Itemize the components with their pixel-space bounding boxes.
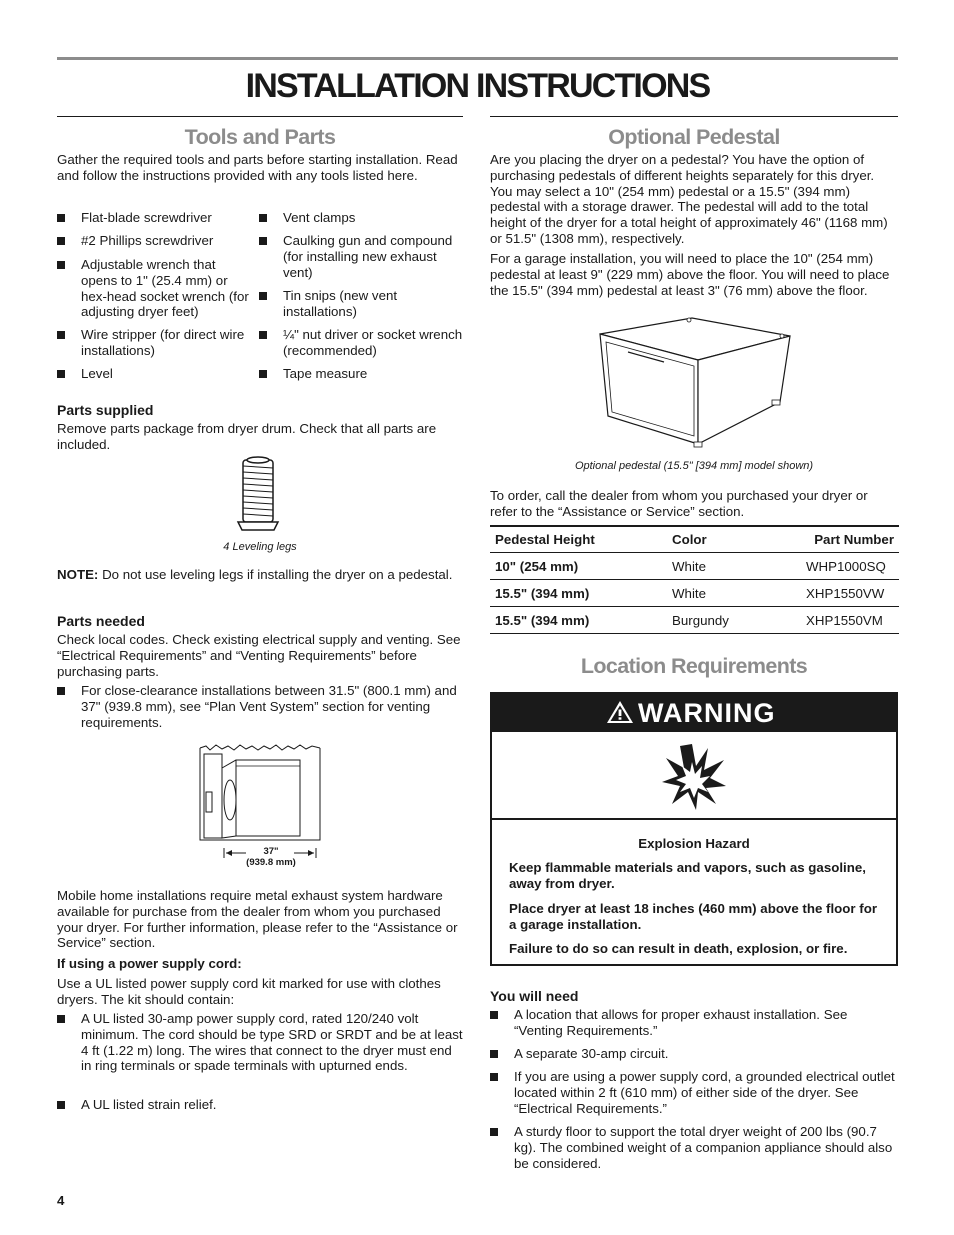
tools-section-title: Tools and Parts	[184, 125, 336, 149]
pedestal-table	[490, 525, 899, 634]
leveling-leg-illustration	[236, 456, 280, 534]
table-cell: 15.5" (394 mm)	[490, 580, 667, 607]
table-row	[490, 553, 899, 580]
pedestal-order-text: To order, call the dealer from whom you purchased your dryer or refer to the “Assistance or Service” section.	[490, 488, 868, 519]
clearance-dimension-label: 37" (939.8 mm)	[246, 846, 296, 868]
pedestal-intro: Are you placing the dryer on a pedestal? You have the option of purchasing pedestals of different heights separately for this dryer. You may select a 10" (254 mm) pedestal or a 15.5" (394 mm) pedestal with a storage drawer. The pedestal will add to the total height of the dryer for a total height of approximately 46" (1168 mm) or 51.5" (1308 mm), respectively.	[490, 152, 888, 246]
hazard-line: Failure to do so can result in death, explosion, or fire.	[509, 941, 848, 956]
table-cell: Burgundy	[667, 607, 801, 634]
parts-needed-heading: Parts needed	[57, 613, 145, 629]
you-will-need-heading: You will need	[490, 988, 579, 1004]
pedestal-caption: Optional pedestal (15.5" [394 mm] model shown)	[574, 460, 814, 472]
table-row	[490, 580, 899, 607]
table-header: Pedestal Height	[490, 526, 667, 553]
tools-intro: Gather the required tools and parts before starting installation. Read and follow the instructions provided with any tools listed here.	[57, 152, 458, 183]
pedestal-illustration	[594, 316, 794, 450]
table-cell: White	[667, 553, 801, 580]
location-section-title: Location Requirements	[580, 654, 808, 678]
page-number: 4	[57, 1193, 65, 1208]
table-cell: WHP1000SQ	[801, 553, 899, 580]
warning-triangle-icon	[606, 700, 634, 724]
right-section-rule	[490, 116, 898, 117]
leveling-legs-note: NOTE: Do not use leveling legs if installing the dryer on a pedestal.	[57, 567, 453, 582]
table-row	[490, 607, 899, 634]
mobile-home-text: Mobile home installations require metal exhaust system hardware available for purchase from the dealer from whom you purchased your dryer. For further information, please refer to the “Assistance or Service” section.	[57, 888, 458, 951]
page-title: INSTALLATION INSTRUCTIONS	[245, 67, 710, 105]
explosion-icon	[662, 742, 726, 810]
table-cell: 10" (254 mm)	[490, 553, 667, 580]
leveling-legs-caption: 4 Leveling legs	[223, 541, 297, 553]
warning-label: WARNING	[638, 698, 776, 728]
table-header-row	[490, 526, 899, 553]
parts-supplied-text: Remove parts package from dryer drum. Check that all parts are included.	[57, 421, 437, 452]
table-header: Color	[667, 526, 801, 553]
parts-supplied-heading: Parts supplied	[57, 402, 154, 418]
pedestal-garage-text: For a garage installation, you will need to place the 10" (254 mm) pedestal at least 9" (229 mm) above the floor. You will need to place the 15.5" (394 mm) pedestal at least 3" (76 mm) above the floor.	[490, 251, 890, 298]
table-header: Part Number	[801, 526, 899, 553]
hazard-line: Place dryer at least 18 inches (460 mm) above the floor for a garage installation.	[509, 901, 878, 932]
power-cord-text: Use a UL listed power supply cord kit marked for use with clothes dryers. The kit should contain:	[57, 976, 441, 1007]
hazard-line: Keep flammable materials and vapors, such as gasoline, away from dryer.	[509, 860, 866, 891]
left-section-rule	[57, 116, 463, 117]
pedestal-section-title: Optional Pedestal	[608, 125, 780, 149]
table-cell: XHP1550VM	[801, 607, 899, 634]
hazard-title: Explosion Hazard	[638, 836, 750, 851]
top-rule	[57, 57, 898, 60]
parts-needed-text: Check local codes. Check existing electrical supply and venting. See “Electrical Requirements” and “Venting Requirements” before purchasing parts.	[57, 632, 461, 679]
power-cord-heading: If using a power supply cord:	[57, 956, 242, 971]
table-cell: XHP1550VW	[801, 580, 899, 607]
table-cell: White	[667, 580, 801, 607]
table-cell: 15.5" (394 mm)	[490, 607, 667, 634]
warning-box	[490, 692, 898, 966]
